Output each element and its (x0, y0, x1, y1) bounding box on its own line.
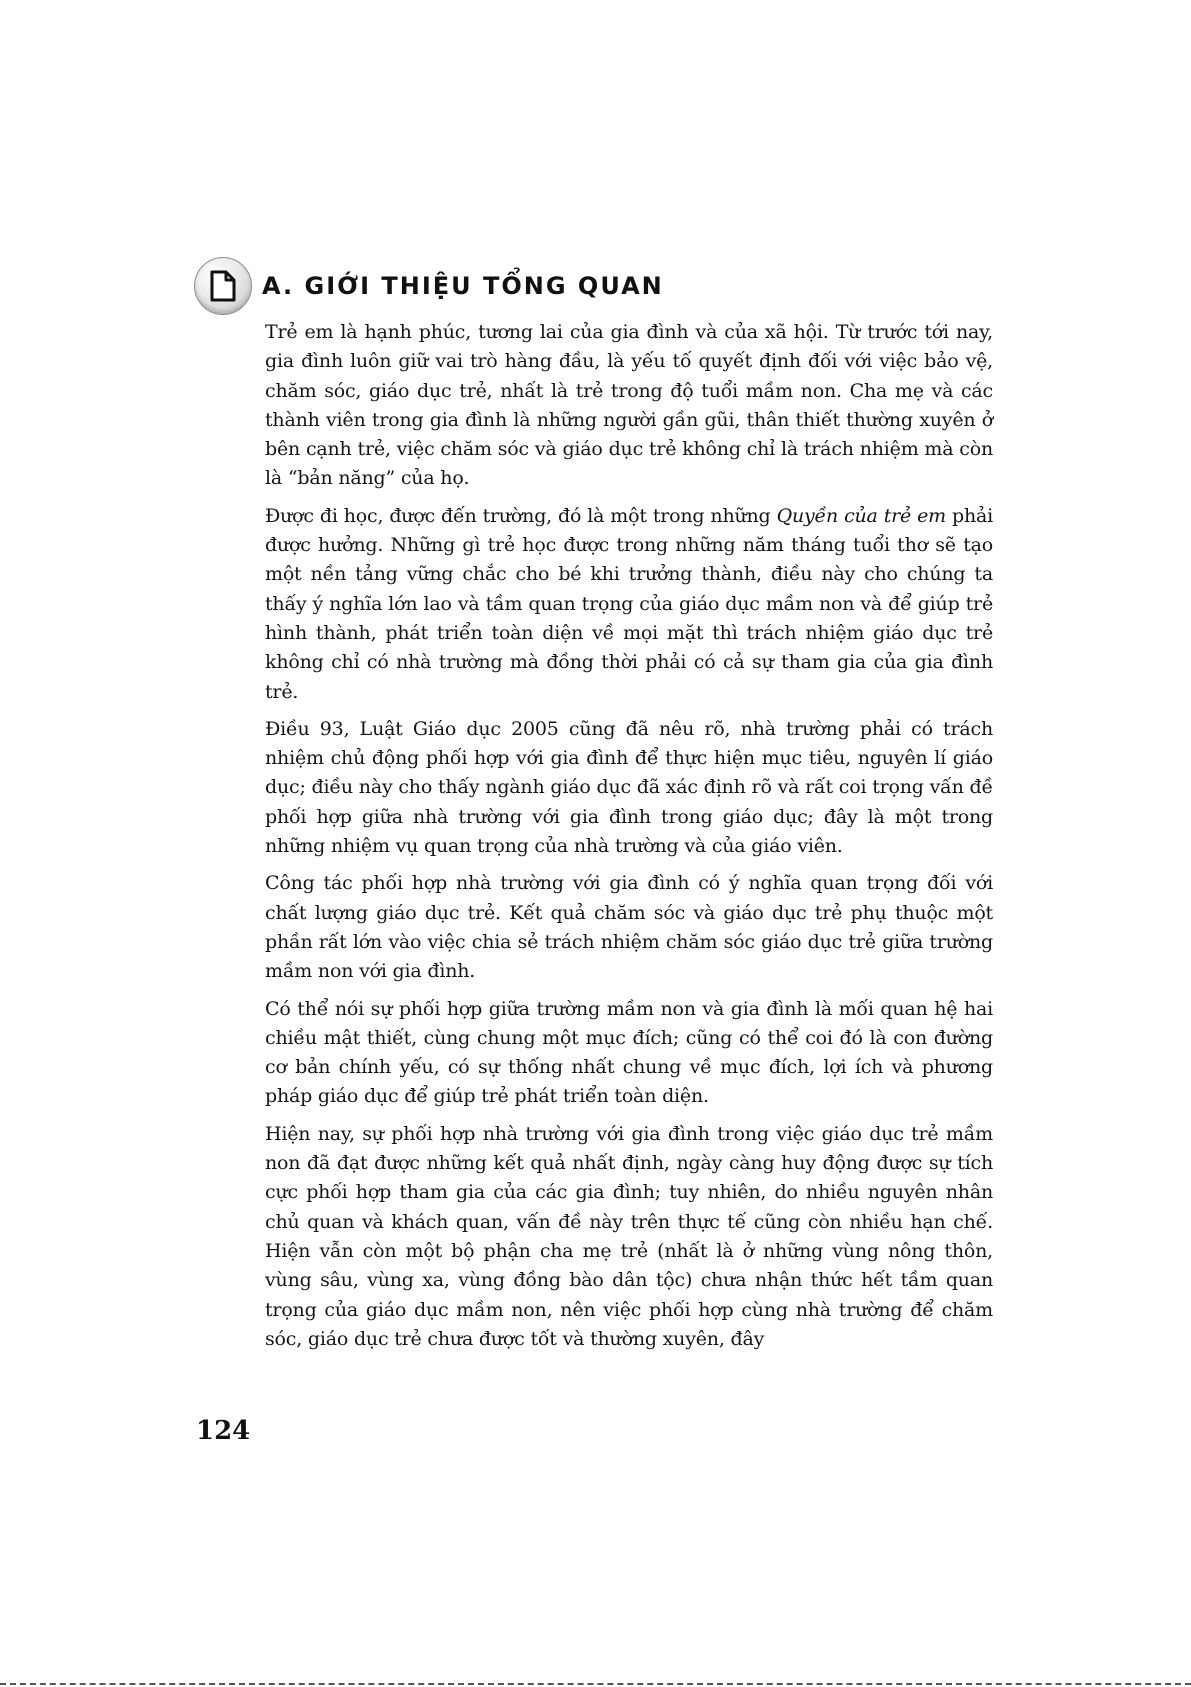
page-number: 124 (196, 1416, 251, 1446)
document-icon (194, 257, 252, 315)
paragraph-1: Trẻ em là hạnh phúc, tương lai của gia đình và của xã hội. Từ trước tới nay, gia đình luôn giữ vai trò hàng đầu, là yếu tố quyết định đối với việc bảo vệ, chăm sóc, giáo dục trẻ, nhất là trẻ trong độ tuổi mầm non. Cha mẹ và các thành viên trong gia đình là những người gần gũi, thân thiết thường xuyên ở bên cạnh trẻ, việc chăm sóc và giáo dục trẻ không chỉ là trách nhiệm mà còn là “bản năng” của họ. (265, 321, 993, 490)
section-header (194, 256, 664, 316)
paragraph-3: Điều 93, Luật Giáo dục 2005 cũng đã nêu rõ, nhà trường phải có trách nhiệm chủ động phối hợp với gia đình để thực hiện mục tiêu, nguyên lí giáo dục; điều này cho thấy ngành giáo dục đã xác định rõ và rất coi trọng vấn đề phối hợp giữa nhà trường với gia đình trong giáo dục; đây là một trong những nhiệm vụ quan trọng của nhà trường và của giáo viên. (265, 717, 993, 858)
body-text (265, 318, 993, 1362)
paragraph-2-emphasis: Quyền của trẻ em (776, 504, 946, 527)
section-title: A. GIỚI THIỆU TỔNG QUAN (262, 272, 664, 300)
paragraph-2-rest: phải được hưởng. Những gì trẻ học được trong những năm tháng tuổi thơ sẽ tạo một nền tảng vững chắc cho bé khi trưởng thành, điều này cho chúng ta thấy ý nghĩa lớn lao và tầm quan trọng của giáo dục mầm non và để giúp trẻ hình thành, phát triển toàn diện về mọi mặt thì trách nhiệm giáo dục trẻ không chỉ có nhà trường mà đồng thời phải có cả sự tham gia của gia đình trẻ. (265, 504, 994, 703)
paragraph-4: Công tác phối hợp nhà trường với gia đình có ý nghĩa quan trọng đối với chất lượng giáo dục trẻ. Kết quả chăm sóc và giáo dục trẻ phụ thuộc một phần rất lớn vào việc chia sẻ trách nhiệm chăm sóc giáo dục trẻ giữa trường mầm non với gia đình. (265, 872, 993, 983)
bottom-divider (0, 1683, 1191, 1687)
paragraph-2-lead: Được đi học, được đến trường, đó là một trong những (265, 504, 777, 527)
paragraph-2 (265, 502, 993, 707)
document-icon-glyph (208, 269, 238, 303)
paragraph-6: Hiện nay, sự phối hợp nhà trường với gia đình trong việc giáo dục trẻ mầm non đã đạt được những kết quả nhất định, ngày càng huy động được sự tích cực phối hợp tham gia của các gia đình; tuy nhiên, do nhiều nguyên nhân chủ quan và khách quan, vấn đề này trên thực tế cũng còn nhiều hạn chế. Hiện vẫn còn một bộ phận cha mẹ trẻ (nhất là ở những vùng nông thôn, vùng sâu, vùng xa, vùng đồng bào dân tộc) chưa nhận thức hết tầm quan trọng của giáo dục mầm non, nên việc phối hợp cùng nhà trường để chăm sóc, giáo dục trẻ chưa được tốt và thường xuyên, đây (265, 1122, 993, 1350)
paragraph-5: Có thể nói sự phối hợp giữa trường mầm non và gia đình là mối quan hệ hai chiều mật thiết, cùng chung một mục đích; cũng có thể coi đó là con đường cơ bản chính yếu, có sự thống nhất chung về mục đích, lợi ích và phương pháp giáo dục để giúp trẻ phát triển toàn diện. (265, 997, 993, 1108)
